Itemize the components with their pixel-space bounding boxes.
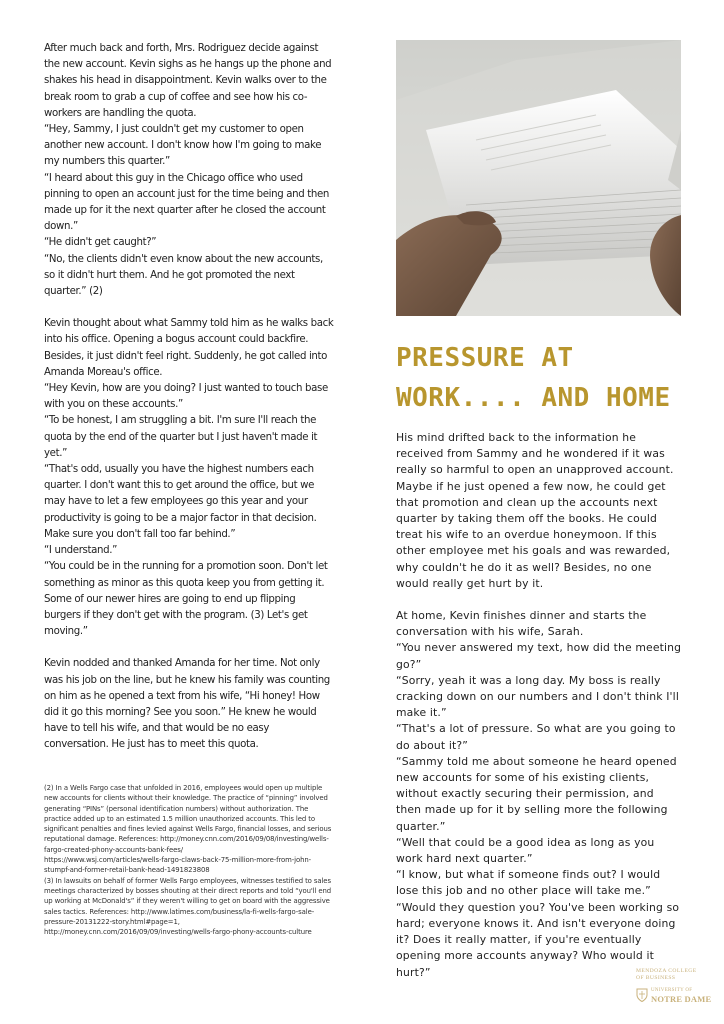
notre-dame-wordmark: [636, 987, 716, 1003]
logo-univ-line-1: UNIVERSITY OF: [651, 988, 693, 993]
right-column: [396, 430, 682, 981]
paragraph: “Would they question you? You've been working so hard; everyone knows it. And isn't everyone doing it? Does it really matter, if you're eventually opening more accounts anyway? Who would it hurt?”: [396, 900, 680, 979]
logo-univ-line-2: NOTRE DAME: [651, 994, 712, 1004]
footnote-link: http://money.cnn.com/2016/09/09/investing/wells-fargo-phony-accounts-culture: [44, 928, 312, 937]
left-column: [44, 41, 334, 754]
paragraph: “I understand.”: [44, 545, 118, 557]
paragraph: “I heard about this guy in the Chicago office who used pinning to open an account just for the time being and then made up for it the next quarter after he closed the account down.”: [44, 172, 330, 233]
logo-line-1: MENDOZA COLLEGE: [636, 968, 697, 974]
paragraph: “Well that could be a good idea as long as you work hard next quarter.”: [396, 835, 655, 866]
paragraph: “Sammy told me about someone he heard opened new accounts for some of his existing clients, without exactly securing their permission, and then made up for it by selling more the following quarter.”: [396, 754, 677, 833]
heading-line-2: WORK.... AND HOME: [396, 383, 671, 413]
hands-holding-papers-photo: [396, 40, 681, 316]
mendoza-college-text: [636, 968, 716, 982]
paragraph: “He didn't get caught?”: [44, 237, 157, 249]
paragraph: His mind drifted back to the information he received from Sammy and he wondered if it was really so harmful to open an unapproved account. Maybe if he just opened a few now, he could get that promotion and clean up the accounts next quarter by taking them off the books. He could treat his wife to an overdue honeymoon. If this other employee met his goals and was rewarded, why couldn't he do it as well? Besides, no one would really get hurt by it.: [396, 431, 674, 590]
paragraph: “That's a lot of pressure. So what are you going to do about it?”: [396, 722, 676, 752]
paragraph: “I know, but what if someone finds out? I would lose this job and no other place will take me.”: [396, 868, 661, 898]
university-logo: [636, 968, 716, 1018]
paragraph: “No, the clients didn't even know about the new accounts, so it didn't hurt them. And he got promoted the next quarter.” (2): [44, 253, 323, 298]
paragraph: Kevin nodded and thanked Amanda for her time. Not only was his job on the line, but he knew his family was counting on him as he opened a text from his wife, “Hi honey! How did it go this morning? See you soon.” He knew he would have to tell his wife, and that would be no easy conversation. He just has to meet this quota.: [44, 658, 330, 751]
footnote: (2) In a Wells Fargo case that unfolded in 2016, employees would open up multiple new accounts for clients without their knowledge. The practice of “pinning” involved generating “PINs” (personal identification numbers) without authorization. The practice added up to an estimated 1.5 million unauthorized accounts. This led to significant penalties and fines levied against Wells Fargo, financial losses, and serious reputational damage. References: http://money.cnn.com/2016/09/08/investing/wells-fargo-created-phony-accounts-bank-fees/: [44, 784, 332, 854]
paragraph: After much back and forth, Mrs. Rodriguez decide against the new account. Kevin sighs as he hangs up the phone and shakes his head in disappointment. Kevin walks over to the break room to grab a cup of coffee and see how his co-workers are handling the quota.: [44, 43, 332, 119]
section-heading: [396, 338, 696, 418]
paragraph: “You never answered my text, how did the meeting go?”: [396, 641, 682, 671]
paragraph: “That's odd, usually you have the highest numbers each quarter. I don't want this to get around the office, but we may have to let a few employees go this year and your productivity is going to be a major factor in that decision. Make sure you don't fall too far behind.”: [44, 464, 317, 540]
paragraph: “Sorry, yeah it was a long day. My boss is really cracking down on our numbers and I don't think I'll make it.”: [396, 673, 679, 720]
paragraph: “Hey, Sammy, I just couldn't get my customer to open another new account. I don't know how I'm going to make my numbers this quarter.”: [44, 124, 322, 168]
photo-illustration: [396, 40, 681, 316]
paragraph: At home, Kevin finishes dinner and starts the conversation with his wife, Sarah.: [396, 609, 647, 639]
heading-line-1: PRESSURE AT: [396, 343, 574, 373]
paragraph: Kevin thought about what Sammy told him as he walks back into his office. Opening a bogus account could backfire. Besides, it just didn't feel right. Suddenly, he got called into Amanda Moreau's office.: [44, 318, 334, 378]
paragraph: “Hey Kevin, how are you doing? I just wanted to touch base with you on these accounts.”: [44, 383, 328, 411]
paragraph: “You could be in the running for a promotion soon. Don't let something as minor as this quota keep you from getting it. Some of our newer hires are going to end up flipping burgers if they don't get with the program. (3) Let's get moving.”: [44, 561, 328, 638]
logo-line-2: OF BUSINESS: [636, 975, 676, 981]
footnote: (3) In lawsuits on behalf of former Wells Fargo employees, witnesses testified to sales meetings characterized by bosses shouting at their direct reports and told “you'll end up working at McDonald's” if they weren't willing to get on board with the aggressive sales tactics. References: http://www.latimes.com/business/la-fi-wells-fargo-sale-pressure-20131222-story.html#page=1,: [44, 876, 332, 926]
shield-icon: [636, 988, 648, 1002]
paragraph: “To be honest, I am struggling a bit. I'm sure I'll reach the quota by the end of the quarter but I just haven't made it yet.”: [44, 415, 318, 459]
footnote-link: https://www.wsj.com/articles/wells-fargo-claws-back-75-million-more-from-john-stumpf-and-former-retail-bank-head-1491823808: [44, 856, 312, 875]
footnotes: [44, 783, 334, 937]
